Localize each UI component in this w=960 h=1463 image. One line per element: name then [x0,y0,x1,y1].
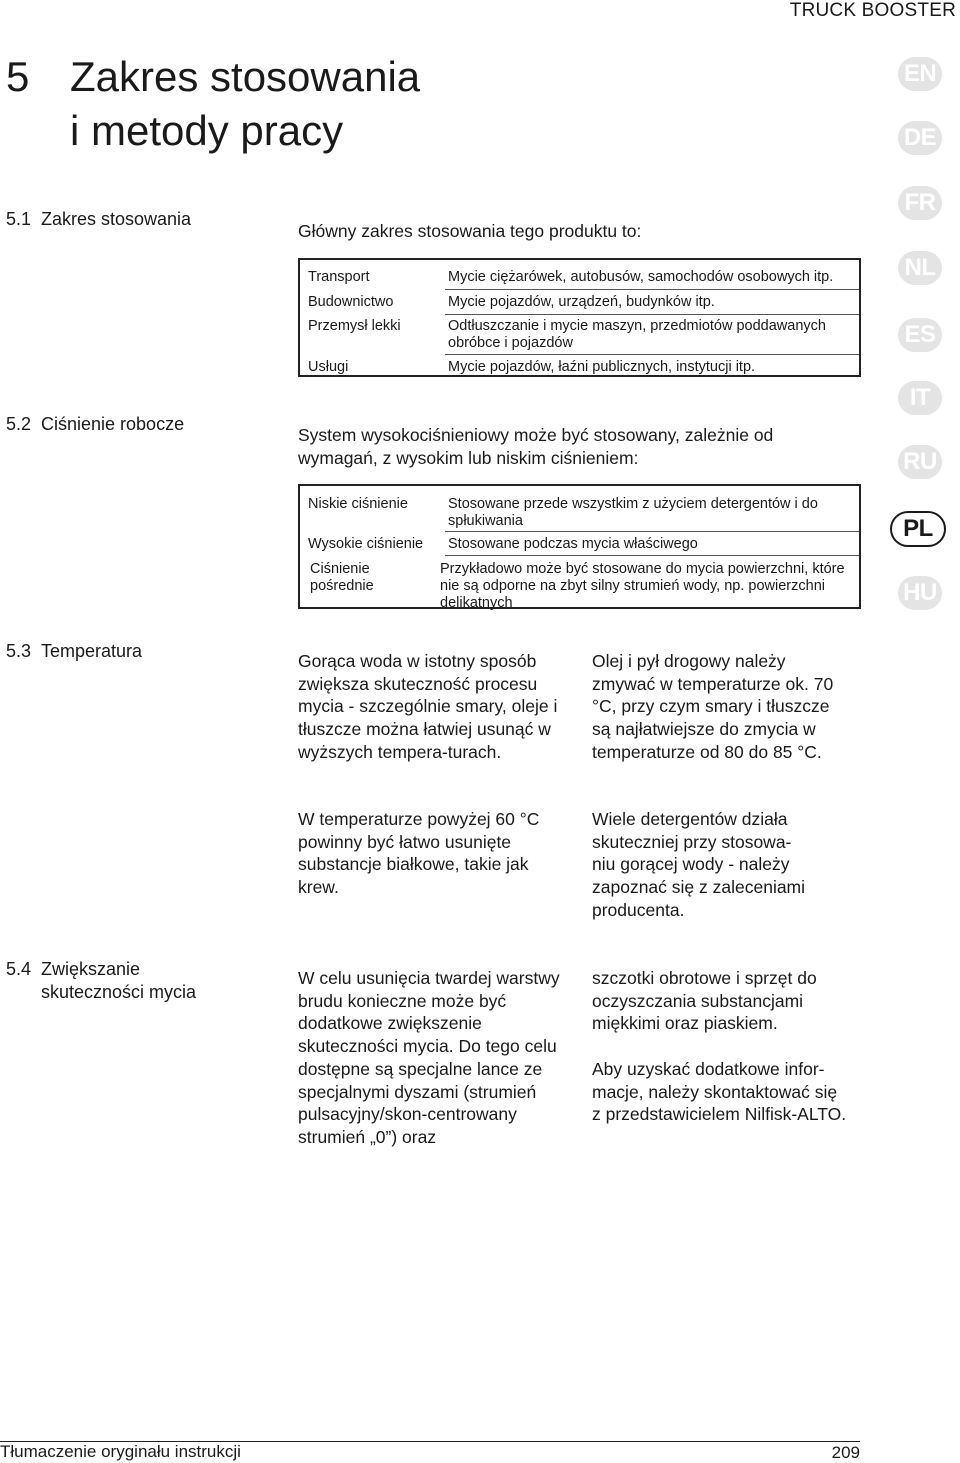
table-value: Mycie pojazdów, łaźni publicznych, instytucji itp. [448,359,756,375]
section-5-3-heading [6,640,142,663]
table-value: Stosowane przede wszystkim z użyciem detergentów i do spłukiwania [448,496,818,529]
section-5-3-col2-p1: Olej i pył drogowy należy zmywać w temperaturze ok. 70 °C, przy czym smary i tłuszcze są najłatwiejsze do zmycia w temperaturze od 80 do 85 °C. [592,651,834,762]
chapter-title-line1: Zakres stosowania [70,53,421,100]
section-5-2-intro: System wysokociśnieniowy może być stosowany, zależnie od wymagań, z wysokim lub niskim ciśnieniem: [298,425,774,468]
table-value: Przykładowo może być stosowane do mycia powierzchni, które nie są odporne na zbyt silny strumień wody, np. powierzchni delikatnych [440,561,845,611]
table-row [300,315,859,355]
lang-tab-pl-active[interactable]: PL [890,511,946,547]
section-5-4-col2-p2: Aby uzyskać dodatkowe infor-macje, należy skontaktować się z przedstawicielem Nilfisk-ALTO. [592,1059,847,1125]
section-title: Ciśnienie robocze [41,414,185,434]
chapter-title-line2: i metody pracy [70,107,344,154]
page-number: 209 [831,1443,860,1462]
section-5-3-col1-p2: W temperaturze powyżej 60 °C powinny być łatwo usunięte substancje białkowe, takie jak krew. [298,809,540,898]
section-number: 5.2 [6,414,32,434]
pressure-table [298,484,861,609]
lang-tab-es[interactable]: ES [898,318,942,352]
header-product-name: TRUCK BOOSTER [789,0,956,21]
section-5-4-heading [6,958,196,1004]
application-table [298,258,861,377]
table-value: Stosowane podczas mycia właściwego [448,536,698,552]
table-key: Wysokie ciśnienie [308,536,424,552]
section-number: 5.1 [6,209,32,229]
table-key: Transport [308,269,370,285]
section-5-1-heading [6,208,191,231]
table-key: Budownictwo [308,294,394,310]
section-title: Zakres stosowania [41,209,192,229]
lang-tab-nl[interactable]: NL [898,251,942,285]
table-key: Usługi [308,359,349,375]
section-5-3-col2-p2: Wiele detergentów działa skuteczniej przy stosowa-niu gorącej wody - należy zapoznać się z zaleceniami producenta. [592,809,806,920]
table-value: Mycie ciężarówek, autobusów, samochodów osobowych itp. [448,269,834,285]
section-title-line1: Zwiększanie [41,959,141,979]
lang-tab-fr[interactable]: FR [898,186,942,220]
lang-tab-hu[interactable]: HU [898,576,942,610]
table-row [300,532,859,556]
section-5-4-col2-p1: szczotki obrotowe i sprzęt do oczyszczania substancjami miękkimi oraz piaskiem. [592,968,817,1034]
lang-tab-de[interactable]: DE [898,121,942,155]
table-value: Mycie pojazdów, urządzeń, budynków itp. [448,294,715,310]
chapter-title [6,50,420,158]
table-row [300,486,859,532]
section-number: 5.3 [6,641,32,661]
table-row [300,260,859,290]
section-title: Temperatura [41,641,143,661]
lang-tab-en[interactable]: EN [898,57,942,91]
chapter-number: 5 [6,53,30,100]
section-5-2-heading [6,413,184,436]
footer-text: Tłumaczenie oryginału instrukcji [0,1442,241,1461]
lang-tab-ru[interactable]: RU [898,445,942,479]
section-number: 5.4 [6,959,32,979]
section-5-3-col1-p1: Gorąca woda w istotny sposób zwiększa skuteczność procesu mycia - szczególnie smary, oleje i tłuszcze można łatwiej usunąć w wyższych tempera-turach. [298,651,558,762]
table-key: Niskie ciśnienie [308,496,408,512]
lang-tab-it[interactable]: IT [898,381,942,415]
table-row [300,355,859,376]
section-title-line2: skuteczności mycia [41,982,197,1002]
table-key: Ciśnienie pośrednie [310,561,374,594]
table-row [300,290,859,315]
table-value: Odtłuszczanie i mycie maszyn, przedmiotów poddawanych obróbce i pojazdów [448,318,826,351]
section-5-4-col1-p1: W celu usunięcia twardej warstwy brudu konieczne może być dodatkowe zwiększenie skuteczności mycia. Do tego celu dostępne są specjalne lance ze specjalnymi dyszami (strumień pulsacyjny/skon-centrowany strumień „0”) oraz [298,968,560,1147]
section-5-1-intro: Główny zakres stosowania tego produktu to: [298,221,642,241]
table-row [300,556,859,612]
table-key: Przemysł lekki [308,318,401,334]
